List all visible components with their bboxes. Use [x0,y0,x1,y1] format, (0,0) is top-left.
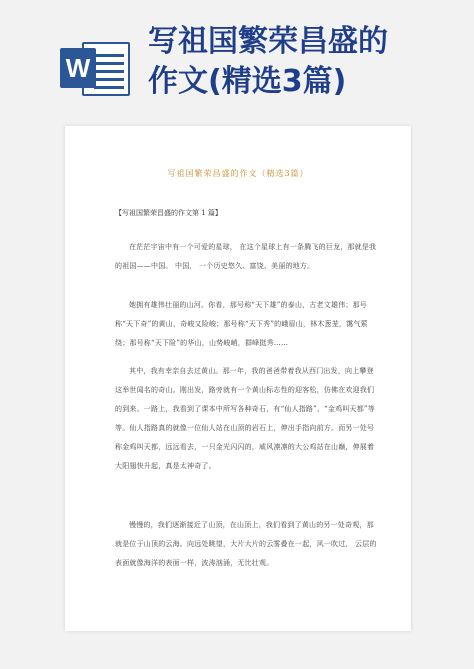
page-title-line2: 作文(精选3篇) [148,64,347,99]
word-icon [60,38,132,98]
paragraph: 慢慢的，我们逐渐接近了山顶，在山顶上，我们看到了黄山的另一处奇观，那就是位于山顶的云海。向远处眺望，大片大片的云雾叠在一起，风一吹过， 云层的表面就像海洋的表面一样，波涛汹涌，无比壮观。 [115,521,377,567]
document-page [65,126,411,631]
doc-line [94,70,124,73]
paragraph: 在茫茫宇宙中有一个可爱的星球， 在这个星球上有一条腾飞的巨龙，那就是我的祖国——中国。 中国， 一个历史悠久、富饶、美丽的地方。 [115,243,377,270]
paragraph: 其中，我有幸亲自去过黄山。那一年，我的爸爸带着我从西门出发，向上攀登这举世闻名的奇山。刚出发，路旁就有一个黄山标志性的迎客松，仿佛在欢迎我们的到来。一路上，我看到了课本中所写各种奇石，有“仙人指路”、“金鸡叫天都”等等。仙人指路真的就像一位仙人站在山顶的岩石上，伸出手指向前方。而另一处号称金鸡叫天都，远远看去，一只金光闪闪的，威风凛凛的大公鸡站在山巅，伸展着大阳翅快升起，真是太神奇了。 [115,367,375,470]
document-title: 写祖国繁荣昌盛的作文（精选3篇） [167,169,309,178]
header [0,0,474,110]
paragraph: 她拥有雄伟壮丽的山河。你看，那号称“天下雄”的泰山，古老文雄伟；那号称“天下奇”的黄山，奇峻又险峻；那号称“天下秀”的峨眉山，林木葱茏，霭气萦绕；那号称“天下险”的华山，山势峻峭，群峰挺秀…… [115,301,368,347]
page-title-line1: 写祖国繁荣昌盛的 [148,24,388,59]
doc-line [94,86,124,89]
doc-line [94,78,124,81]
doc-line [94,54,124,57]
section-heading: 【写祖国繁荣昌盛的作文第 1 篇】 [115,209,222,217]
page-title [148,22,468,102]
doc-line [94,62,124,65]
word-badge: W [60,48,96,88]
